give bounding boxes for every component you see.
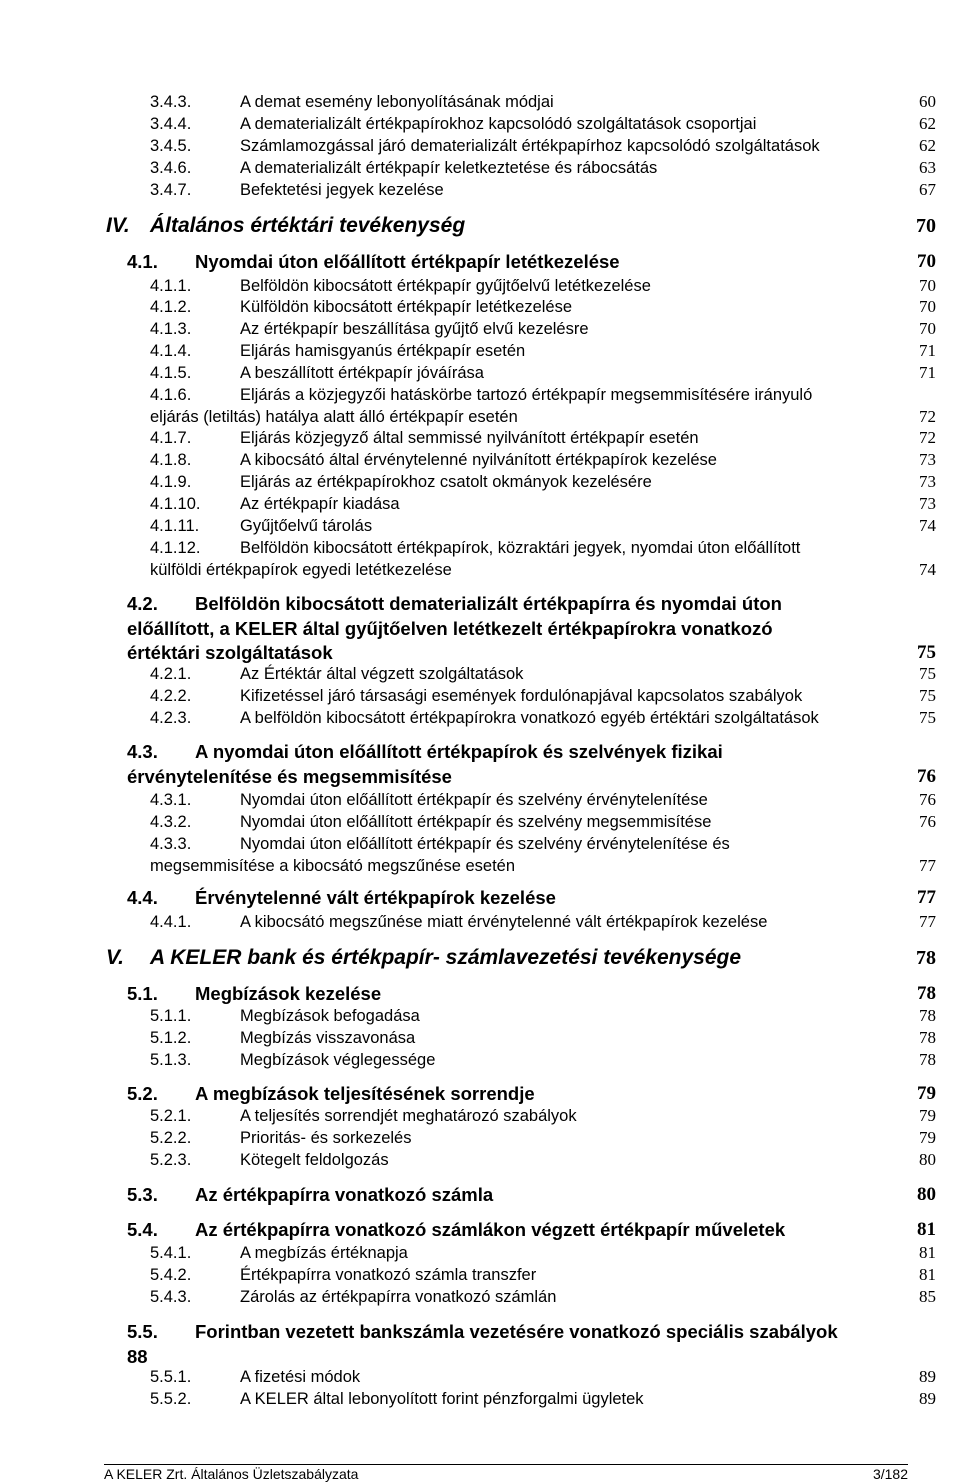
toc-entry-number: 3.4.6. — [150, 159, 192, 177]
toc-entry-page: 89 — [919, 1389, 936, 1408]
toc-entry[interactable] — [127, 1218, 936, 1246]
toc-entry-number: 5.1.3. — [150, 1051, 192, 1069]
toc-entry-title: Az értékpapír beszállítása gyűjtő elvű kezelésre — [240, 320, 589, 338]
toc-entry-number: 4.2.3. — [150, 709, 192, 727]
toc-entry-page: 78 — [919, 1006, 936, 1025]
toc-entry-number: 4.3.2. — [150, 813, 192, 831]
toc-entry-title-continued: megsemmisítése a kibocsátó megszűnése esetén — [150, 857, 516, 875]
toc-entry-title: A megbízás értéknapja — [240, 1244, 408, 1262]
toc-entry-title: A beszállított értékpapír jóváírása — [240, 364, 484, 382]
toc-entry-page: 77 — [919, 856, 936, 875]
toc-entry-number: 4.2. — [127, 593, 158, 614]
toc-entry-page: 60 — [919, 92, 936, 111]
toc-entry-page: 70 — [919, 297, 936, 316]
toc-entry-number: 3.4.4. — [150, 115, 192, 133]
toc-entry-title: A kibocsátó megszűnése miatt érvénytelenné vált értékpapírok kezelése — [240, 913, 768, 931]
toc-entry-title: A teljesítés sorrendjét meghatározó szabályok — [240, 1107, 577, 1125]
toc-entry-number: 4.1.2. — [150, 298, 192, 316]
toc-entry-page: 70 — [919, 276, 936, 295]
toc-entry[interactable] — [150, 912, 936, 936]
toc-entry[interactable] — [150, 1028, 936, 1052]
toc-entry-title: Megbízás visszavonása — [240, 1029, 416, 1047]
toc-entry[interactable] — [127, 592, 936, 668]
toc-entry-title: Az Értéktár által végzett szolgáltatások — [240, 665, 524, 683]
toc-entry-page: 77 — [919, 912, 936, 931]
toc-entry[interactable] — [150, 319, 936, 343]
toc-entry-number: 5.2.2. — [150, 1129, 192, 1147]
toc-entry-number: 4.1.6. — [150, 386, 192, 404]
toc-entry-page: 62 — [919, 136, 936, 155]
toc-entry-number: 4.4.1. — [150, 913, 192, 931]
toc-entry[interactable] — [150, 1389, 936, 1413]
toc-entry-number: 5.4.2. — [150, 1266, 192, 1284]
toc-entry[interactable] — [150, 1128, 936, 1152]
toc-entry-number: 3.4.7. — [150, 181, 192, 199]
toc-entry[interactable] — [127, 250, 936, 278]
toc-entry[interactable] — [150, 1367, 936, 1391]
footer-rule — [104, 1464, 908, 1465]
toc-entry-page: 72 — [919, 428, 936, 447]
toc-entry-page: 70 — [916, 215, 936, 237]
toc-entry[interactable] — [150, 494, 936, 518]
toc-entry-page: 71 — [919, 341, 936, 360]
toc-entry-number: 4.1.8. — [150, 451, 192, 469]
toc-entry-page: 73 — [919, 450, 936, 469]
toc-entry[interactable] — [150, 180, 936, 204]
toc-entry-title-continued: előállított, a KELER által gyűjtőelven letétkezelt értékpapírokra vonatkozó — [127, 618, 773, 639]
toc-entry-title: Prioritás- és sorkezelés — [240, 1129, 412, 1147]
toc-entry[interactable] — [127, 1320, 936, 1372]
toc-entry-title-continued: külföldi értékpapírok egyedi letétkezelése — [150, 561, 452, 579]
toc-entry-title: Az értékpapír kiadása — [240, 495, 400, 513]
toc-entry[interactable] — [150, 538, 936, 582]
toc-entry-page: 67 — [919, 180, 936, 199]
toc-entry-number: 4.2.2. — [150, 687, 192, 705]
toc-entry-title: Eljárás az értékpapírokhoz csatolt okmányok kezelésére — [240, 473, 652, 491]
toc-entry[interactable] — [150, 385, 936, 429]
toc-entry[interactable] — [150, 428, 936, 452]
toc-entry-title: Az értékpapírra vonatkozó számlákon végzett értékpapír műveletek — [195, 1219, 786, 1240]
toc-entry-page: 74 — [919, 560, 936, 579]
toc-entry-title: A kibocsátó által érvénytelenné nyilvánított értékpapírok kezelése — [240, 451, 717, 469]
toc-entry-title: Eljárás közjegyző által semmissé nyilvánított értékpapír esetén — [240, 429, 699, 447]
toc-entry[interactable] — [150, 1287, 936, 1311]
toc-entry-title: Általános értéktári tevékenység — [150, 214, 466, 237]
toc-entry-number: 4.3.1. — [150, 791, 192, 809]
toc-entry-number: 4.3.3. — [150, 835, 192, 853]
toc-entry[interactable] — [150, 1106, 936, 1130]
toc-entry[interactable] — [150, 472, 936, 496]
toc-entry-title: Megbízások kezelése — [195, 983, 382, 1004]
toc-entry-number: 5.1.1. — [150, 1007, 192, 1025]
toc-entry-page: 77 — [917, 887, 936, 908]
toc-entry[interactable] — [150, 1050, 936, 1074]
toc-entry-page: 79 — [919, 1106, 936, 1125]
toc-entry-page: 80 — [919, 1150, 936, 1169]
toc-entry-title: Az értékpapírra vonatkozó számla — [195, 1184, 494, 1205]
toc-entry-page: 79 — [917, 1083, 936, 1104]
toc-entry-number: 5.2.1. — [150, 1107, 192, 1125]
toc-entry-page: 73 — [919, 472, 936, 491]
toc-entry-title: Külföldön kibocsátott értékpapír letétkezelése — [240, 298, 573, 316]
toc-entry-number: 5.1. — [127, 983, 158, 1004]
toc-entry-number: 4.1. — [127, 251, 158, 272]
toc-entry-page: 75 — [919, 686, 936, 705]
toc-entry-title: A nyomdai úton előállított értékpapírok és szelvények fizikai — [195, 741, 723, 762]
toc-entry-number: 3.4.5. — [150, 137, 192, 155]
toc-entry[interactable] — [150, 114, 936, 138]
toc-entry-page: 70 — [919, 319, 936, 338]
toc-entry-page: 78 — [919, 1050, 936, 1069]
toc-entry-number: 4.1.10. — [150, 495, 201, 513]
toc-entry-page: 78 — [916, 947, 936, 969]
toc-entry-number: 4.1.7. — [150, 429, 192, 447]
toc-entry-number: V. — [106, 946, 124, 969]
toc-entry[interactable] — [150, 812, 936, 836]
toc-entry-number: 4.4. — [127, 887, 158, 908]
toc-entry[interactable] — [150, 1006, 936, 1030]
toc-entry-title: Zárolás az értékpapírra vonatkozó számlán — [240, 1288, 557, 1306]
toc-entry-page: 89 — [919, 1367, 936, 1386]
toc-entry-title: A demat esemény lebonyolításának módjai — [240, 93, 554, 111]
toc-entry-title: A dematerializált értékpapírokhoz kapcsolódó szolgáltatások csoportjai — [240, 115, 757, 133]
toc-entry-page: 72 — [919, 407, 936, 426]
toc-entry[interactable] — [106, 946, 936, 974]
toc-entry-page: 81 — [919, 1265, 936, 1284]
toc-entry-number: 4.1.11. — [150, 517, 200, 535]
toc-entry-number: 5.5.1. — [150, 1368, 192, 1386]
toc-entry-page: 73 — [919, 494, 936, 513]
toc-entry-title: Belföldön kibocsátott értékpapírok, közraktári jegyek, nyomdai úton előállított — [240, 539, 801, 557]
toc-entry-page: 81 — [917, 1219, 936, 1240]
toc-entry[interactable] — [150, 664, 936, 688]
toc-entry-page: 70 — [917, 251, 936, 272]
toc-entry-title: Értékpapírra vonatkozó számla transzfer — [240, 1266, 537, 1284]
toc-entry[interactable] — [150, 834, 936, 878]
toc-entry-title: Nyomdai úton előállított értékpapír és szelvény érvénytelenítése — [240, 791, 708, 809]
toc-entry-title: A belföldön kibocsátott értékpapírokra vonatkozó egyéb értéktári szolgáltatások — [240, 709, 819, 727]
toc-entry-number: 4.1.4. — [150, 342, 192, 360]
toc-entry[interactable] — [150, 92, 936, 116]
toc-entry-title: A megbízások teljesítésének sorrendje — [195, 1083, 535, 1104]
toc-entry-page: 62 — [919, 114, 936, 133]
toc-entry-number: 4.1.5. — [150, 364, 192, 382]
toc-entry-number: 5.2. — [127, 1083, 158, 1104]
footer-page-number: 3/182 — [872, 1466, 908, 1482]
toc-entry-page: 74 — [919, 516, 936, 535]
toc-entry-page: 76 — [917, 766, 936, 787]
toc-entry[interactable] — [150, 158, 936, 182]
toc-entry-page: 76 — [919, 790, 936, 809]
toc-entry-title-continued: értéktári szolgáltatások — [127, 642, 333, 663]
toc-entry[interactable] — [106, 214, 936, 242]
toc-entry[interactable] — [127, 886, 936, 914]
toc-entry-page: 80 — [917, 1184, 936, 1205]
toc-entry-title-continued: 88 — [127, 1346, 148, 1367]
toc-entry-number: 4.1.12. — [150, 539, 201, 557]
toc-entry[interactable] — [150, 363, 936, 387]
toc-entry-title: Belföldön kibocsátott értékpapír gyűjtőelvű letétkezelése — [240, 277, 651, 295]
toc-entry-number: 4.1.3. — [150, 320, 192, 338]
toc-entry-number: 4.3. — [127, 741, 158, 762]
toc-entry-number: 5.5. — [127, 1321, 158, 1342]
toc-entry-title: A fizetési módok — [240, 1368, 361, 1386]
toc-entry[interactable] — [127, 1183, 936, 1211]
toc-entry-title: Forintban vezetett bankszámla vezetésére vonatkozó speciális szabályok — [195, 1321, 838, 1342]
toc-entry-page: 71 — [919, 363, 936, 382]
toc-entry-page: 81 — [919, 1243, 936, 1262]
toc-entry-title: Kötegelt feldolgozás — [240, 1151, 389, 1169]
toc-entry[interactable] — [150, 1150, 936, 1174]
toc-entry-page: 63 — [919, 158, 936, 177]
toc-entry-title: Kifizetéssel járó társasági események fordulónapjával kapcsolatos szabályok — [240, 687, 803, 705]
toc-entry-title: Nyomdai úton előállított értékpapír és szelvény megsemmisítése — [240, 813, 712, 831]
toc-entry-title: Nyomdai úton előállított értékpapír és szelvény érvénytelenítése és — [240, 835, 730, 853]
toc-entry-title-continued: eljárás (letiltás) hatálya alatt álló értékpapír esetén — [150, 408, 518, 426]
toc-entry-number: 4.1.1. — [150, 277, 192, 295]
toc-entry-page: 75 — [919, 708, 936, 727]
toc-entry-number: 4.1.9. — [150, 473, 192, 491]
toc-entry[interactable] — [150, 516, 936, 540]
toc-entry[interactable] — [150, 1265, 936, 1289]
toc-entry-title: Eljárás a közjegyzői hatáskörbe tartozó értékpapír megsemmisítésére irányuló — [240, 386, 813, 404]
toc-entry-title: Érvénytelenné vált értékpapírok kezelése — [195, 887, 556, 908]
toc-entry-title: Számlamozgással járó dematerializált értékpapírhoz kapcsolódó szolgáltatások — [240, 137, 820, 155]
toc-entry-title: Nyomdai úton előállított értékpapír letétkezelése — [195, 251, 620, 272]
toc-entry-title-continued: érvénytelenítése és megsemmisítése — [127, 766, 452, 787]
footer-document-title: A KELER Zrt. Általános Üzletszabályzata — [104, 1466, 359, 1482]
toc-entry-number: IV. — [106, 214, 130, 237]
toc-entry-title: Gyűjtőelvű tárolás — [240, 517, 373, 535]
toc-entry-title: A KELER bank és értékpapír- számlavezetési tevékenysége — [150, 946, 742, 969]
toc-entry-title: Eljárás hamisgyanús értékpapír esetén — [240, 342, 526, 360]
toc-entry-page: 85 — [919, 1287, 936, 1306]
toc-entry-page: 78 — [919, 1028, 936, 1047]
toc-entry[interactable] — [150, 450, 936, 474]
toc-entry-page: 79 — [919, 1128, 936, 1147]
toc-entry-number: 5.5.2. — [150, 1390, 192, 1408]
toc-entry-number: 4.2.1. — [150, 665, 192, 683]
toc-entry-number: 5.4.1. — [150, 1244, 192, 1262]
toc-entry[interactable] — [150, 790, 936, 814]
toc-entry-title: Befektetési jegyek kezelése — [240, 181, 444, 199]
toc-entry[interactable] — [150, 297, 936, 321]
toc-entry[interactable] — [150, 136, 936, 160]
toc-entry-page: 75 — [917, 642, 936, 663]
toc-entry-title: Megbízások befogadása — [240, 1007, 420, 1025]
toc-entry[interactable] — [150, 708, 936, 732]
toc-entry-title: A dematerializált értékpapír keletkeztetése és rábocsátás — [240, 159, 658, 177]
toc-entry-title: Megbízások véglegessége — [240, 1051, 436, 1069]
toc-entry-page: 75 — [919, 664, 936, 683]
toc-entry-number: 3.4.3. — [150, 93, 192, 111]
toc-entry-title: A KELER által lebonyolított forint pénzforgalmi ügyletek — [240, 1390, 644, 1408]
toc-entry-number: 5.3. — [127, 1184, 158, 1205]
toc-entry-page: 78 — [917, 983, 936, 1004]
toc-entry-number: 5.2.3. — [150, 1151, 192, 1169]
toc-entry-number: 5.4.3. — [150, 1288, 192, 1306]
toc-entry-title: Belföldön kibocsátott dematerializált értékpapírra és nyomdai úton — [195, 593, 782, 614]
toc-entry[interactable] — [127, 740, 936, 792]
toc-entry[interactable] — [150, 686, 936, 710]
toc-entry-number: 5.4. — [127, 1219, 158, 1240]
toc-entry-page: 76 — [919, 812, 936, 831]
toc-entry[interactable] — [150, 1243, 936, 1267]
toc-entry[interactable] — [150, 341, 936, 365]
toc-entry-number: 5.1.2. — [150, 1029, 192, 1047]
